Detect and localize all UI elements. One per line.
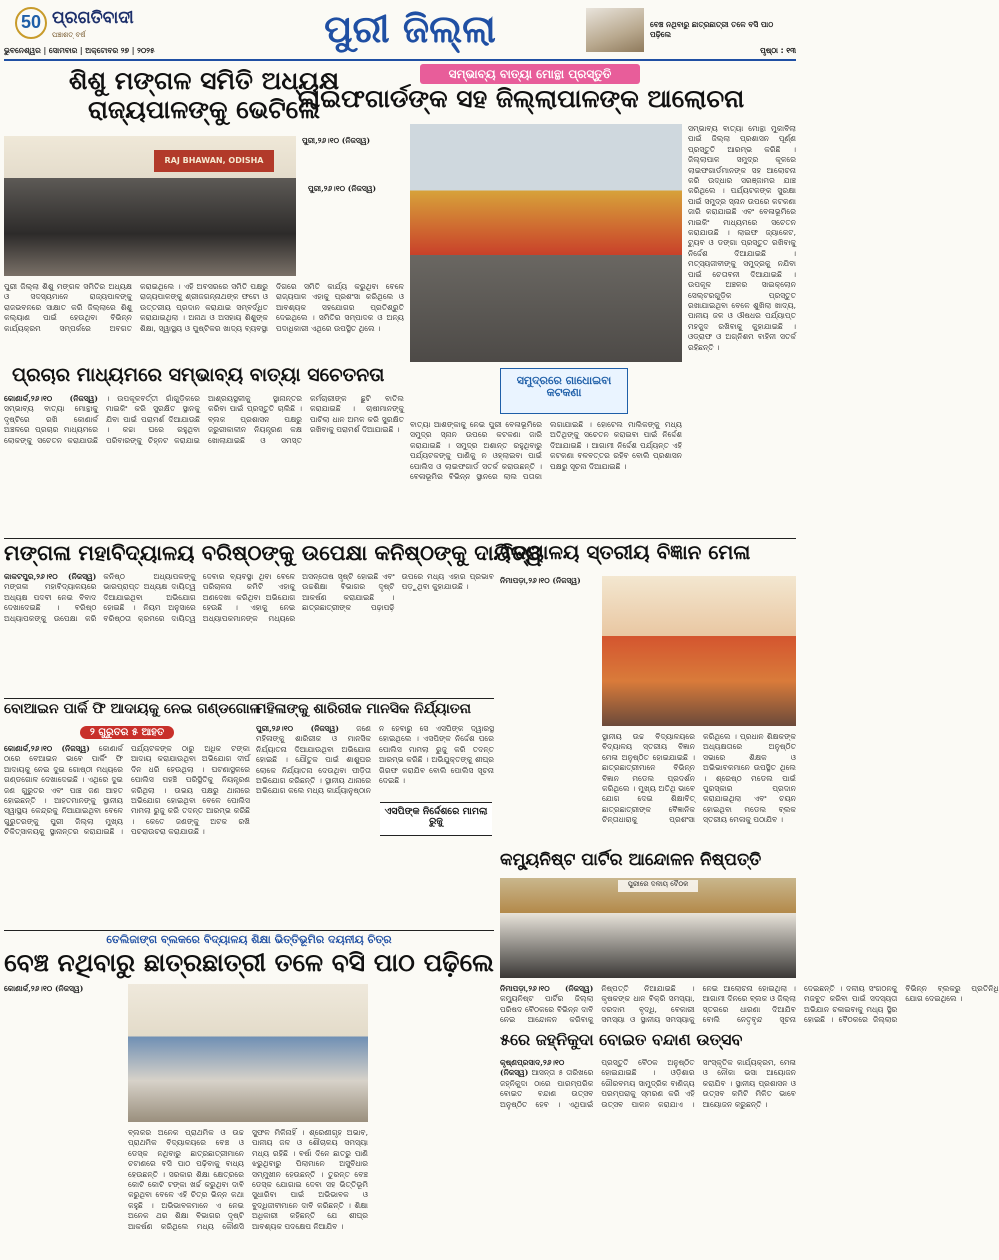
edition-tag: ପଞ୍ଚାଶତ୍ ବର୍ଷ [52,31,86,39]
story6-body-left [500,576,596,844]
story6-dateline: ନିମାପଡ଼ା,୨୬।୧୦ (ନିଜସ୍ୱ) [500,576,581,585]
story10-dateline: କୋଣାର୍କ,୨୬।୧୦ (ନିଜସ୍ୱ) [4,984,84,993]
story3-body [4,394,404,532]
story2-body-left [308,184,406,362]
story2-body-right: ସମ୍ଭାବ୍ୟ ବାତ୍ୟା ମୋନ୍ଥା ମୁକାବିଲା ପାଇଁ ଜିଲ୍ଲା ପ୍ରଶାସନ ପୂର୍ଣ୍ଣ ପ୍ରସ୍ତୁତି ଆରମ୍ଭ କରିଛି । ଜିଲ୍ଲାପାଳ ସମୁଦ୍ର କୂଳରେ ଲାଇଫଗାର୍ଡମାନଙ୍କ ସହ ଆଲୋଚନା କରି ଉଦ୍ଧାର ସରଞ୍ଜାମର ଯାଞ୍ଚ କରିଥିଲେ । ପର୍ଯ୍ୟଟକଙ୍କ ସୁରକ୍ଷା ପାଇଁ ସମୁଦ୍ର ସ୍ନାନ ଉପରେ କଟକଣା ଜାରି କରାଯାଇଛି ଏବଂ ବେଳାଭୂମିରେ ମାଇକିଂ ମାଧ୍ୟମରେ ସଚେତନ କରାଯାଉଛି । ଲାଇଫ ଜ୍ୟାକେଟ, ଟ୍ୟୁବ ଓ ଡଙ୍ଗା ପ୍ରସ୍ତୁତ ରଖିବାକୁ ନିର୍ଦ୍ଦେଶ ଦିଆଯାଇଛି । ମତ୍ସ୍ୟଜୀବୀଙ୍କୁ ସମୁଦ୍ରକୁ ନଯିବା ପାଇଁ ଚେତାବନୀ ଦିଆଯାଇଛି । ଉପକୂଳ ଅଞ୍ଚଳର ସାଇକ୍ଲୋନ ସେଲ୍ଟରଗୁଡ଼ିକ ପ୍ରସ୍ତୁତ ରଖାଯାଇଥିବା ବେଳେ ଶୁଖିଲା ଖାଦ୍ୟ, ପାନୀୟ ଜଳ ଓ ଔଷଧର ପର୍ଯ୍ୟାପ୍ତ ମହଜୁଦ ରଖିବାକୁ କୁହାଯାଇଛି । ଓଡ୍ରାଫ ଓ ଅଗ୍ନିଶମ ବାହିନୀ ସତର୍କ ରହିଛନ୍ତି । [688,124,796,352]
story2-photo [410,124,682,362]
story10-body-right [374,984,494,1254]
story1-body: ପୁରୀ ଜିଲ୍ଲା ଶିଶୁ ମଙ୍ଗଳ ସମିତିର ଅଧ୍ୟକ୍ଷ ଓ ସଦସ୍ୟମାନେ ରାଜ୍ୟପାଳଙ୍କୁ ରାଜଭବନରେ ସାକ୍ଷାତ କରି ଜିଲ୍ଲାରେ ଶିଶୁ କଲ୍ୟାଣ ପାଇଁ ହେଉଥିବା ବିଭିନ୍ନ କାର୍ଯ୍ୟକ୍ରମ ସମ୍ପର୍କରେ ଅବଗତ କରାଇଥିଲେ । ଏହି ଅବସରରେ ସମିତି ପକ୍ଷରୁ ରାଜ୍ୟପାଳଙ୍କୁ ଶ୍ରୀଜଗନ୍ନାଥଙ୍କ ଫଟୋ ଓ ଉତ୍ତରୀୟ ପ୍ରଦାନ କରାଯାଇ ସମ୍ବର୍ଦ୍ଧିତ କରାଯାଇଥିଲା । ଅନାଥ ଓ ଅସହାୟ ଶିଶୁଙ୍କ ଶିକ୍ଷା, ସ୍ୱାସ୍ଥ୍ୟ ଓ ପୁଷ୍ଟିକର ଖାଦ୍ୟ ବ୍ୟବସ୍ଥା ଦିଗରେ ସମିତି କାର୍ଯ୍ୟ କରୁଥିବା ବେଳେ ରାଜ୍ୟପାଳ ଏହାକୁ ପ୍ରଶଂସା କରିଥିଲେ ଓ ଆବଶ୍ୟକ ସହଯୋଗର ପ୍ରତିଶ୍ରୁତି ଦେଇଥିଲେ । ସମିତିର ସମ୍ପାଦକ ଓ ଅନ୍ୟ ପଦାଧିକାରୀ ଏଥିରେ ଉପସ୍ଥିତ ଥିଲେ । [4,282,404,333]
story9-dateline: ନିମାପଡ଼ା,୨୬।୧୦ (ନିଜସ୍ୱ) [500,984,594,993]
story-communist-party [500,850,999,1028]
anniversary-logo [14,6,48,40]
story9-body [500,984,999,1028]
story10-kicker: ତେଲିଜାଙ୍ଗ ବ୍ଲକରେ ବିଦ୍ୟାଳୟ ଶିକ୍ଷା ଭିତ୍ତିଭୂମିର ଦୟନୀୟ ଚିତ୍ର [106,933,392,946]
masthead-rule [4,59,796,61]
story6-headline: ବିଦ୍ୟାଳୟ ସ୍ତରୀୟ ବିଜ୍ଞାନ ମେଳା [500,540,751,564]
story5-body [4,572,494,692]
city-date-bar: ଭୁବନେଶ୍ୱର | ସୋମବାର | ଅକ୍ଟୋବର ୨୭ | ୨୦୨୫ [4,46,155,55]
story7-body [4,744,250,924]
story5-body-text: ମଙ୍ଗଳା ମହାବିଦ୍ୟାଳୟରେ ଅଧ୍ୟକ୍ଷ ପଦବୀ ନେଇ ବିବାଦ ଦେଖାଦେଇଛି । ବରିଷ୍ଠ ଅଧ୍ୟାପକଙ୍କୁ ଉପେକ୍ଷା କରି କନିଷ୍ଠ ଅଧ୍ୟାପକଙ୍କୁ ଭାରପ୍ରାପ୍ତ ଅଧ୍ୟକ୍ଷ ଦାୟିତ୍ୱ ଦିଆଯାଇଥିବା ଅଭିଯୋଗ ହୋଇଛି । ନିୟମ ଅନୁସାରେ ବରିଷ୍ଠତା କ୍ରମରେ ଦାୟିତ୍ୱ ଦେବାର ବ୍ୟବସ୍ଥା ଥିବା ବେଳେ ପରିଚାଳନା କମିଟି ଏହାକୁ ଅଣଦେଖା କରିଥିବା ଅଭିଯୋଗ ହେଉଛି । ଏହାକୁ ନେଇ ଅଧ୍ୟାପକମାନଙ୍କ ମଧ୍ୟରେ ଅସନ୍ତୋଷ ସୃଷ୍ଟି ହୋଇଛି ଏବଂ ଉଚ୍ଚଶିକ୍ଷା ବିଭାଗର ଦୃଷ୍ଟି ଆକର୍ଷଣ କରାଯାଇଛି । ଛାତ୍ରଛାତ୍ରୀଙ୍କ ପଢ଼ାପଢ଼ି ଉପରେ ମଧ୍ୟ ଏହାର ପ୍ରଭାବ ପଡ଼ୁଥିବା କୁହାଯାଉଛି । [4,572,494,623]
story1-photo [4,136,296,276]
story3-body-text: ସମ୍ଭାବ୍ୟ ବାତ୍ୟା ମୋନ୍ଥାକୁ ଦୃଷ୍ଟିରେ ରଖି କୋଣାର୍କ ଅଞ୍ଚଳରେ ପ୍ରଚାର ମାଧ୍ୟମରେ ଲୋକଙ୍କୁ ସଚେତନ କରାଯାଉଛି । ଉପକୂଳବର୍ତ୍ତୀ ଗାଁଗୁଡ଼ିକରେ ମାଇକିଂ କରି ସୁରକ୍ଷିତ ସ୍ଥାନକୁ ଯିବା ପାଇଁ ପରାମର୍ଶ ଦିଆଯାଉଛି । କଚ୍ଚା ଘରେ ରହୁଥିବା ପରିବାରଙ୍କୁ ଚିହ୍ନଟ କରାଯାଇ ଆଶ୍ରୟସ୍ଥଳୀକୁ ସ୍ଥାନାନ୍ତର କରିବା ପାଇଁ ପ୍ରସ୍ତୁତି ଚାଲିଛି । ବ୍ଲକ ପ୍ରଶାସନ ପକ୍ଷରୁ ଜରୁରୀକାଳୀନ ନିୟନ୍ତ୍ରଣ କକ୍ଷ ଖୋଲାଯାଇଛି ଓ ସମସ୍ତ କର୍ମଚାରୀଙ୍କ ଛୁଟି ବାତିଲ କରାଯାଇଛି । ଚାଷୀମାନଙ୍କୁ ପାଚିଲା ଧାନ ଅମଳ କରି ସୁରକ୍ଷିତ ରଖିବାକୁ ପରାମର୍ଶ ଦିଆଯାଇଛି । [4,394,404,445]
divider-2 [4,698,494,699]
paper-name: ପ୍ରଗତିବାଦୀ [52,8,134,28]
story11-body [500,1058,796,1254]
story7-dateline: କୋଣାର୍କ,୨୬।୧୦ (ନିଜସ୍ୱ) [4,744,90,753]
story10-body-left [4,984,122,1254]
page-label: ପୃଷ୍ଠା : ୧୩ [760,46,796,55]
story8-subhead-box [380,802,492,836]
story1-headline-line1: ଶିଶୁ ମଙ୍ଗଳ ସମିତି ଅଧ୍ୟକ୍ଷ [68,66,340,95]
story-school-benches [4,934,494,1256]
story2-headline: ଲାଇଫଗାର୍ଡଙ୍କ ସହ ଜିଲ୍ଲାପାଳଙ୍କ ଆଲୋଚନା [298,84,745,113]
story6-body: ସ୍ଥାନୀୟ ଉଚ୍ଚ ବିଦ୍ୟାଳୟରେ ବିଦ୍ୟାଳୟ ସ୍ତରୀୟ ବିଜ୍ଞାନ ମେଳା ଅନୁଷ୍ଠିତ ହୋଇଯାଇଛି । ଛାତ୍ରଛାତ୍ରୀମାନେ ବିଭିନ୍ନ ବିଜ୍ଞାନ ମଡେଲ ପ୍ରଦର୍ଶନ କରିଥିଲେ । ମୁଖ୍ୟ ଅତିଥି ଭାବେ ଯୋଗ ଦେଇ ଶିକ୍ଷାବିତ୍ ଛାତ୍ରଛାତ୍ରୀଙ୍କ ବୈଜ୍ଞାନିକ ଚିନ୍ତାଧାରାକୁ ପ୍ରଶଂସା କରିଥିଲେ । ପ୍ରଧାନ ଶିକ୍ଷକଙ୍କ ଅଧ୍ୟକ୍ଷତାରେ ଅନୁଷ୍ଠିତ ସଭାରେ ଶିକ୍ଷକ ଓ ଅଭିଭାବକମାନେ ଉପସ୍ଥିତ ଥିଲେ । ଶ୍ରେଷ୍ଠ ମଡେଲ ପାଇଁ ପୁରସ୍କାର ପ୍ରଦାନ କରାଯାଇଥିଲା ଏବଂ ଚୟନ ହୋଇଥିବା ମଡେଲ ବ୍ଲକ ସ୍ତରୀୟ ମେଳାକୁ ପଠାଯିବ । [602,732,796,825]
story9-body-text: କମ୍ୟୁନିଷ୍ଟ ପାର୍ଟିର ଜିଲ୍ଲା ପରିଷଦ ବୈଠକରେ ବିଭିନ୍ନ ଦାବି ନେଇ ଆନ୍ଦୋଳନ କରିବାକୁ ନିଷ୍ପତ୍ତି ନିଆଯାଇଛି । କୃଷକଙ୍କ ଧାନ ବିକ୍ରି ସମସ୍ୟା, ଦରଦାମ ବୃଦ୍ଧି, ବେକାରୀ ସମସ୍ୟା ଓ ସ୍ଥାନୀୟ ସମସ୍ୟାକୁ ନେଇ ଆଲୋଚନା ହୋଇଥିଲା । ଆଗାମୀ ଦିନରେ ବ୍ଲକ ଓ ଜିଲ୍ଲା ସ୍ତରରେ ଧାରଣା ଦିଆଯିବ ବୋଲି ନେତୃବୃନ୍ଦ ସୂଚନା ଦେଇଛନ୍ତି । ଦଳୀୟ ସଂଗଠନକୁ ମଜବୁତ କରିବା ପାଇଁ ସଦସ୍ୟତା ଅଭିଯାନ ଚଳାଇବାକୁ ମଧ୍ୟ ସ୍ଥିର ହୋଇଛି । ବୈଠକରେ ଜିଲ୍ଲାର ବିଭିନ୍ନ ବ୍ଲକରୁ ପ୍ରତିନିଧି ଯୋଗ ଦେଇଥିଲେ । [500,984,999,1025]
story3-dateline: କୋଣାର୍କ,୨୬।୧୦ (ନିଜସ୍ୱ) [4,394,98,403]
story9-headline: କମ୍ୟୁନିଷ୍ଟ ପାର୍ଟିର ଆନ୍ଦୋଳନ ନିଷ୍ପତ୍ତି [500,850,762,870]
story-awareness [4,366,404,534]
story5-dateline: କାକଟପୁର,୨୬।୧୦ (ନିଜସ୍ୱ) [4,572,97,581]
teaser-text: ବେଞ୍ଚ ନଥିବାରୁ ଛାତ୍ରଛାତ୍ରୀ ତଳେ ବସି ପାଠ ପଢ଼ିଲେ [650,20,774,39]
story-boita-bandana [500,1032,796,1256]
story4-kicker-box [500,368,628,414]
story-science-fair [500,542,796,848]
story-parking-clash [4,701,260,926]
story4-headline: ସମୁଦ୍ରରେ ଗାଧୋଇବା କଟକଣା [516,374,612,399]
story-harassment [256,702,494,926]
story3-headline: ପ୍ରଚାର ମାଧ୍ୟମରେ ସମ୍ଭାବ୍ୟ ବାତ୍ୟା ସଚେତନତା [12,364,385,386]
story2-kicker-text: ସମ୍ଭାବ୍ୟ ବାତ୍ୟା ମୋନ୍ଥା ପ୍ରସ୍ତୁତି [448,67,612,81]
story8-headline: ମହିଳାଙ୍କୁ ଶାରିରୀକ ମାନସିକ ନିର୍ଯ୍ୟାତନା [256,701,472,717]
story11-headline: ୫ରେ ଜହ୍ନିକୁଦା ବୋଇତ ବନ୍ଦାଣ ଉତ୍ସବ [500,1030,743,1049]
divider-3 [4,930,494,931]
story6-photo [602,576,796,726]
story10-headline: ବେଞ୍ଚ ନଥିବାରୁ ଛାତ୍ରଛାତ୍ରୀ ତଳେ ବସି ପାଠ ପଢ଼ିଲେ [4,947,494,977]
story8-subhead: ଏସପିଙ୍କ ନିର୍ଦ୍ଦେଶରେ ମାମଲା ରୁଜୁ [384,806,488,827]
story10-photo [128,984,368,1122]
story9-photo-caption: ପୁରୀରେ ଦଳୀୟ ବୈଠକ [618,880,698,892]
story11-body-text: ଆସନ୍ତା ୫ ତାରିଖରେ ଜହ୍ନିକୁଦା ଠାରେ ପାରମ୍ପରିକ ବୋଇତ ବନ୍ଦାଣ ଉତ୍ସବ ଅନୁଷ୍ଠିତ ହେବ । ଏଥିପାଇଁ ପ୍ରସ୍ତୁତି ବୈଠକ ଅନୁଷ୍ଠିତ ହୋଇଯାଇଛି । ଓଡ଼ିଶାର ଗୌରବମୟ ସାମୁଦ୍ରିକ ବାଣିଜ୍ୟ ପରମ୍ପରାକୁ ସ୍ମରଣ କରି ଏହି ଉତ୍ସବ ପାଳନ କରାଯାଏ । ସାଂସ୍କୃତିକ କାର୍ଯ୍ୟକ୍ରମ, ମେଳା ଓ ନୌକା ଭସା ଆୟୋଜନ କରାଯିବ । ସ୍ଥାନୀୟ ପ୍ରଶାସନ ଓ ଉତ୍ସବ କମିଟି ମିଳିତ ଭାବେ ଆୟୋଜନ କରୁଛନ୍ତି । [500,1058,796,1109]
story8-dateline: ପୁରୀ,୨୬।୧୦ (ନିଜସ୍ୱ) [256,724,339,733]
anniversary-number: 50 [20,12,42,32]
story2-kicker [420,64,640,84]
story1-headline-line2: ରାଜ୍ୟପାଳଙ୍କୁ ଭେଟିଲେ [88,95,320,125]
story11-dateline: କୃଷ୍ଣପ୍ରସାଦ,୨୬।୧୦ (ନିଜସ୍ୱ) [500,1058,565,1078]
story1-photo-banner: RAJ BHAWAN, ODISHA [154,150,274,172]
story7-subhead: ୨ ଗୁରୁତର ୫ ଆହତ [80,726,174,739]
story8-body-text: ଜଣେ ମହିଳାଙ୍କୁ ଶାରିରୀକ ଓ ମାନସିକ ନିର୍ଯ୍ୟାତନା ଦିଆଯାଉଥିବା ଅଭିଯୋଗ ହୋଇଛି । ଯୌତୁକ ପାଇଁ ଶାଶୁଘର ଲୋକେ ନିର୍ଯ୍ୟାତନା ଦେଉଥିବା ପୀଡ଼ିତା ଅଭିଯୋଗ କରିଛନ୍ତି । ସ୍ଥାନୀୟ ଥାନାରେ ଅଭିଯୋଗ କଲେ ମଧ୍ୟ କାର୍ଯ୍ୟାନୁଷ୍ଠାନ ନ ହେବାରୁ ସେ ଏସପିଙ୍କ ଦ୍ୱାରସ୍ଥ ହୋଇଥିଲେ । ଏସପିଙ୍କ ନିର୍ଦ୍ଦେଶ ପରେ ପୋଲିସ ମାମଲା ରୁଜୁ କରି ତଦନ୍ତ ଆରମ୍ଭ କରିଛି । ଅଭିଯୁକ୍ତଙ୍କୁ ଶୀଘ୍ର ଗିରଫ କରାଯିବ ବୋଲି ପୋଲିସ ସୂଚନା ଦେଇଛି । [256,724,494,796]
masthead [0,0,800,58]
divider-1 [4,538,796,539]
story10-body: ବ୍ଲକର ଅନେକ ପ୍ରାଥମିକ ଓ ଉଚ୍ଚ ପ୍ରାଥମିକ ବିଦ୍ୟାଳୟରେ ବେଞ୍ଚ ଓ ଡେସ୍କ ନଥିବାରୁ ଛାତ୍ରଛାତ୍ରୀମାନେ ଚଟାଣରେ ବସି ପାଠ ପଢ଼ିବାକୁ ବାଧ୍ୟ ହେଉଛନ୍ତି । ସରକାର ଶିକ୍ଷା କ୍ଷେତ୍ରରେ କୋଟି କୋଟି ଟଙ୍କା ଖର୍ଚ୍ଚ କରୁଥିବା ଦାବି କରୁଥିବା ବେଳେ ଏହି ଚିତ୍ର ଭିନ୍ନ କଥା କହୁଛି । ଅଭିଭାବକମାନେ ଏ ନେଇ ଅନେକ ଥର ଶିକ୍ଷା ବିଭାଗର ଦୃଷ୍ଟି ଆକର୍ଷଣ କରିଥିଲେ ମଧ୍ୟ କୌଣସି ସୁଫଳ ମିଳିନାହିଁ । ଶ୍ରେଣୀଗୃହ ଅଭାବ, ପାନୀୟ ଜଳ ଓ ଶୌଚାଳୟ ସମସ୍ୟା ମଧ୍ୟ ରହିଛି । ବର୍ଷା ଦିନେ ଛାତରୁ ପାଣି ଝରୁଥିବାରୁ ପିଲାମାନେ ଅସୁବିଧାର ସମ୍ମୁଖୀନ ହେଉଛନ୍ତି । ତୁରନ୍ତ ବେଞ୍ଚ ଡେସ୍କ ଯୋଗାଇ ଦେବା ସହ ଭିତ୍ତିଭୂମି ସୁଧାରିବା ପାଇଁ ଅଭିଭାବକ ଓ ବୁଦ୍ଧିଜୀବୀମାନେ ଦାବି କରିଛନ୍ତି । ଶିକ୍ଷା ଅଧିକାରୀ କହିଛନ୍ତି ଯେ ଶୀଘ୍ର ଆବଶ୍ୟକ ପଦକ୍ଷେପ ନିଆଯିବ । [128,1128,368,1231]
story1-dateline: ପୁରୀ,୨୬।୧୦ (ନିଜସ୍ୱ) [302,136,371,145]
story4-body: ବାତ୍ୟା ଆଶଙ୍କାକୁ ନେଇ ପୁରୀ ବେଳାଭୂମିରେ ସମୁଦ୍ର ସ୍ନାନ ଉପରେ କଟକଣା ଜାରି କରାଯାଇଛି । ସମୁଦ୍ର ଅଶାନ୍ତ ରହୁଥିବାରୁ ପର୍ଯ୍ୟଟକଙ୍କୁ ପାଣିକୁ ନ ଓହ୍ଲାଇବା ପାଇଁ ପୋଲିସ ଓ ଲାଇଫଗାର୍ଡ ସତର୍କ କରାଉଛନ୍ତି । ବେଳାଭୂମିର ବିଭିନ୍ନ ସ୍ଥାନରେ ଲାଲ ପତାକା ଲଗାଯାଇଛି । ହୋଟେଲ ମାଲିକଙ୍କୁ ମଧ୍ୟ ଅତିଥିଙ୍କୁ ସଚେତନ କରାଇବା ପାଇଁ ନିର୍ଦ୍ଦେଶ ଦିଆଯାଇଛି । ଆଗାମୀ ନିର୍ଦ୍ଦେଶ ପର୍ଯ୍ୟନ୍ତ ଏହି କଟକଣା ବଳବତ୍ତର ରହିବ ବୋଲି ପ୍ରଶାସନ ପକ୍ଷରୁ ସୂଚନା ଦିଆଯାଇଛି । [410,420,682,482]
story2-dateline: ପୁରୀ,୨୬।୧୦ (ନିଜସ୍ୱ) [308,184,377,193]
story9-photo [500,878,796,978]
teaser-photo [586,8,644,52]
story7-body-text: କୋଣାର୍କ ଠାରେ ବେଆଇନ ଭାବେ ପାର୍କିଂ ଫି ଆଦାୟକୁ ନେଇ ଦୁଇ ଗୋଷ୍ଠୀ ମଧ୍ୟରେ ଗଣ୍ଡଗୋଳ ଦେଖାଦେଇଛି । ଏଥିରେ ଦୁଇ ଜଣ ଗୁରୁତର ଏବଂ ପାଞ୍ଚ ଜଣ ଆହତ ହୋଇଛନ୍ତି । ଆହତମାନଙ୍କୁ ସ୍ଥାନୀୟ ସ୍ୱାସ୍ଥ୍ୟ କେନ୍ଦ୍ରକୁ ନିଆଯାଇଥିବା ବେଳେ ଗୁରୁତରଙ୍କୁ ପୁରୀ ଜିଲ୍ଲା ମୁଖ୍ୟ ଚିକିତ୍ସାଳୟକୁ ସ୍ଥାନାନ୍ତର କରାଯାଇଛି । ପର୍ଯ୍ୟଟକଙ୍କ ଠାରୁ ଅଧିକ ଟଙ୍କା ଆଦାୟ କରାଯାଉଥିବା ଅଭିଯୋଗ ଦୀର୍ଘ ଦିନ ଧରି ହେଉଥିଲା । ଘଟଣାସ୍ଥଳରେ ପୋଲିସ ପହଞ୍ଚି ପରିସ୍ଥିତିକୁ ନିୟନ୍ତ୍ରଣ କରିଥିଲା । ଉଭୟ ପକ୍ଷରୁ ଥାନାରେ ଅଭିଯୋଗ ହୋଇଥିବା ବେଳେ ପୋଲିସ ମାମଲା ରୁଜୁ କରି ତଦନ୍ତ ଆରମ୍ଭ କରିଛି । କେତେ ଜଣଙ୍କୁ ଅଟକ ରଖି ପଚରାଉଚରା କରାଯାଉଛି । [4,744,250,837]
story5-headline: ମଙ୍ଗଳା ମହାବିଦ୍ୟାଳୟ ବରିଷ୍ଠଙ୍କୁ ଉପେକ୍ଷା କନିଷ୍ଠଙ୍କୁ ଦାୟିତ୍ୱ [4,541,542,565]
story7-headline: ବୋଆଇନ ପାର୍କି ଫି ଆଦାୟକୁ ନେଇ ଗଣ୍ଡଗୋଳ [4,701,260,717]
section-title: ପୁରୀ ଜିଲ୍ଲା [324,7,496,51]
